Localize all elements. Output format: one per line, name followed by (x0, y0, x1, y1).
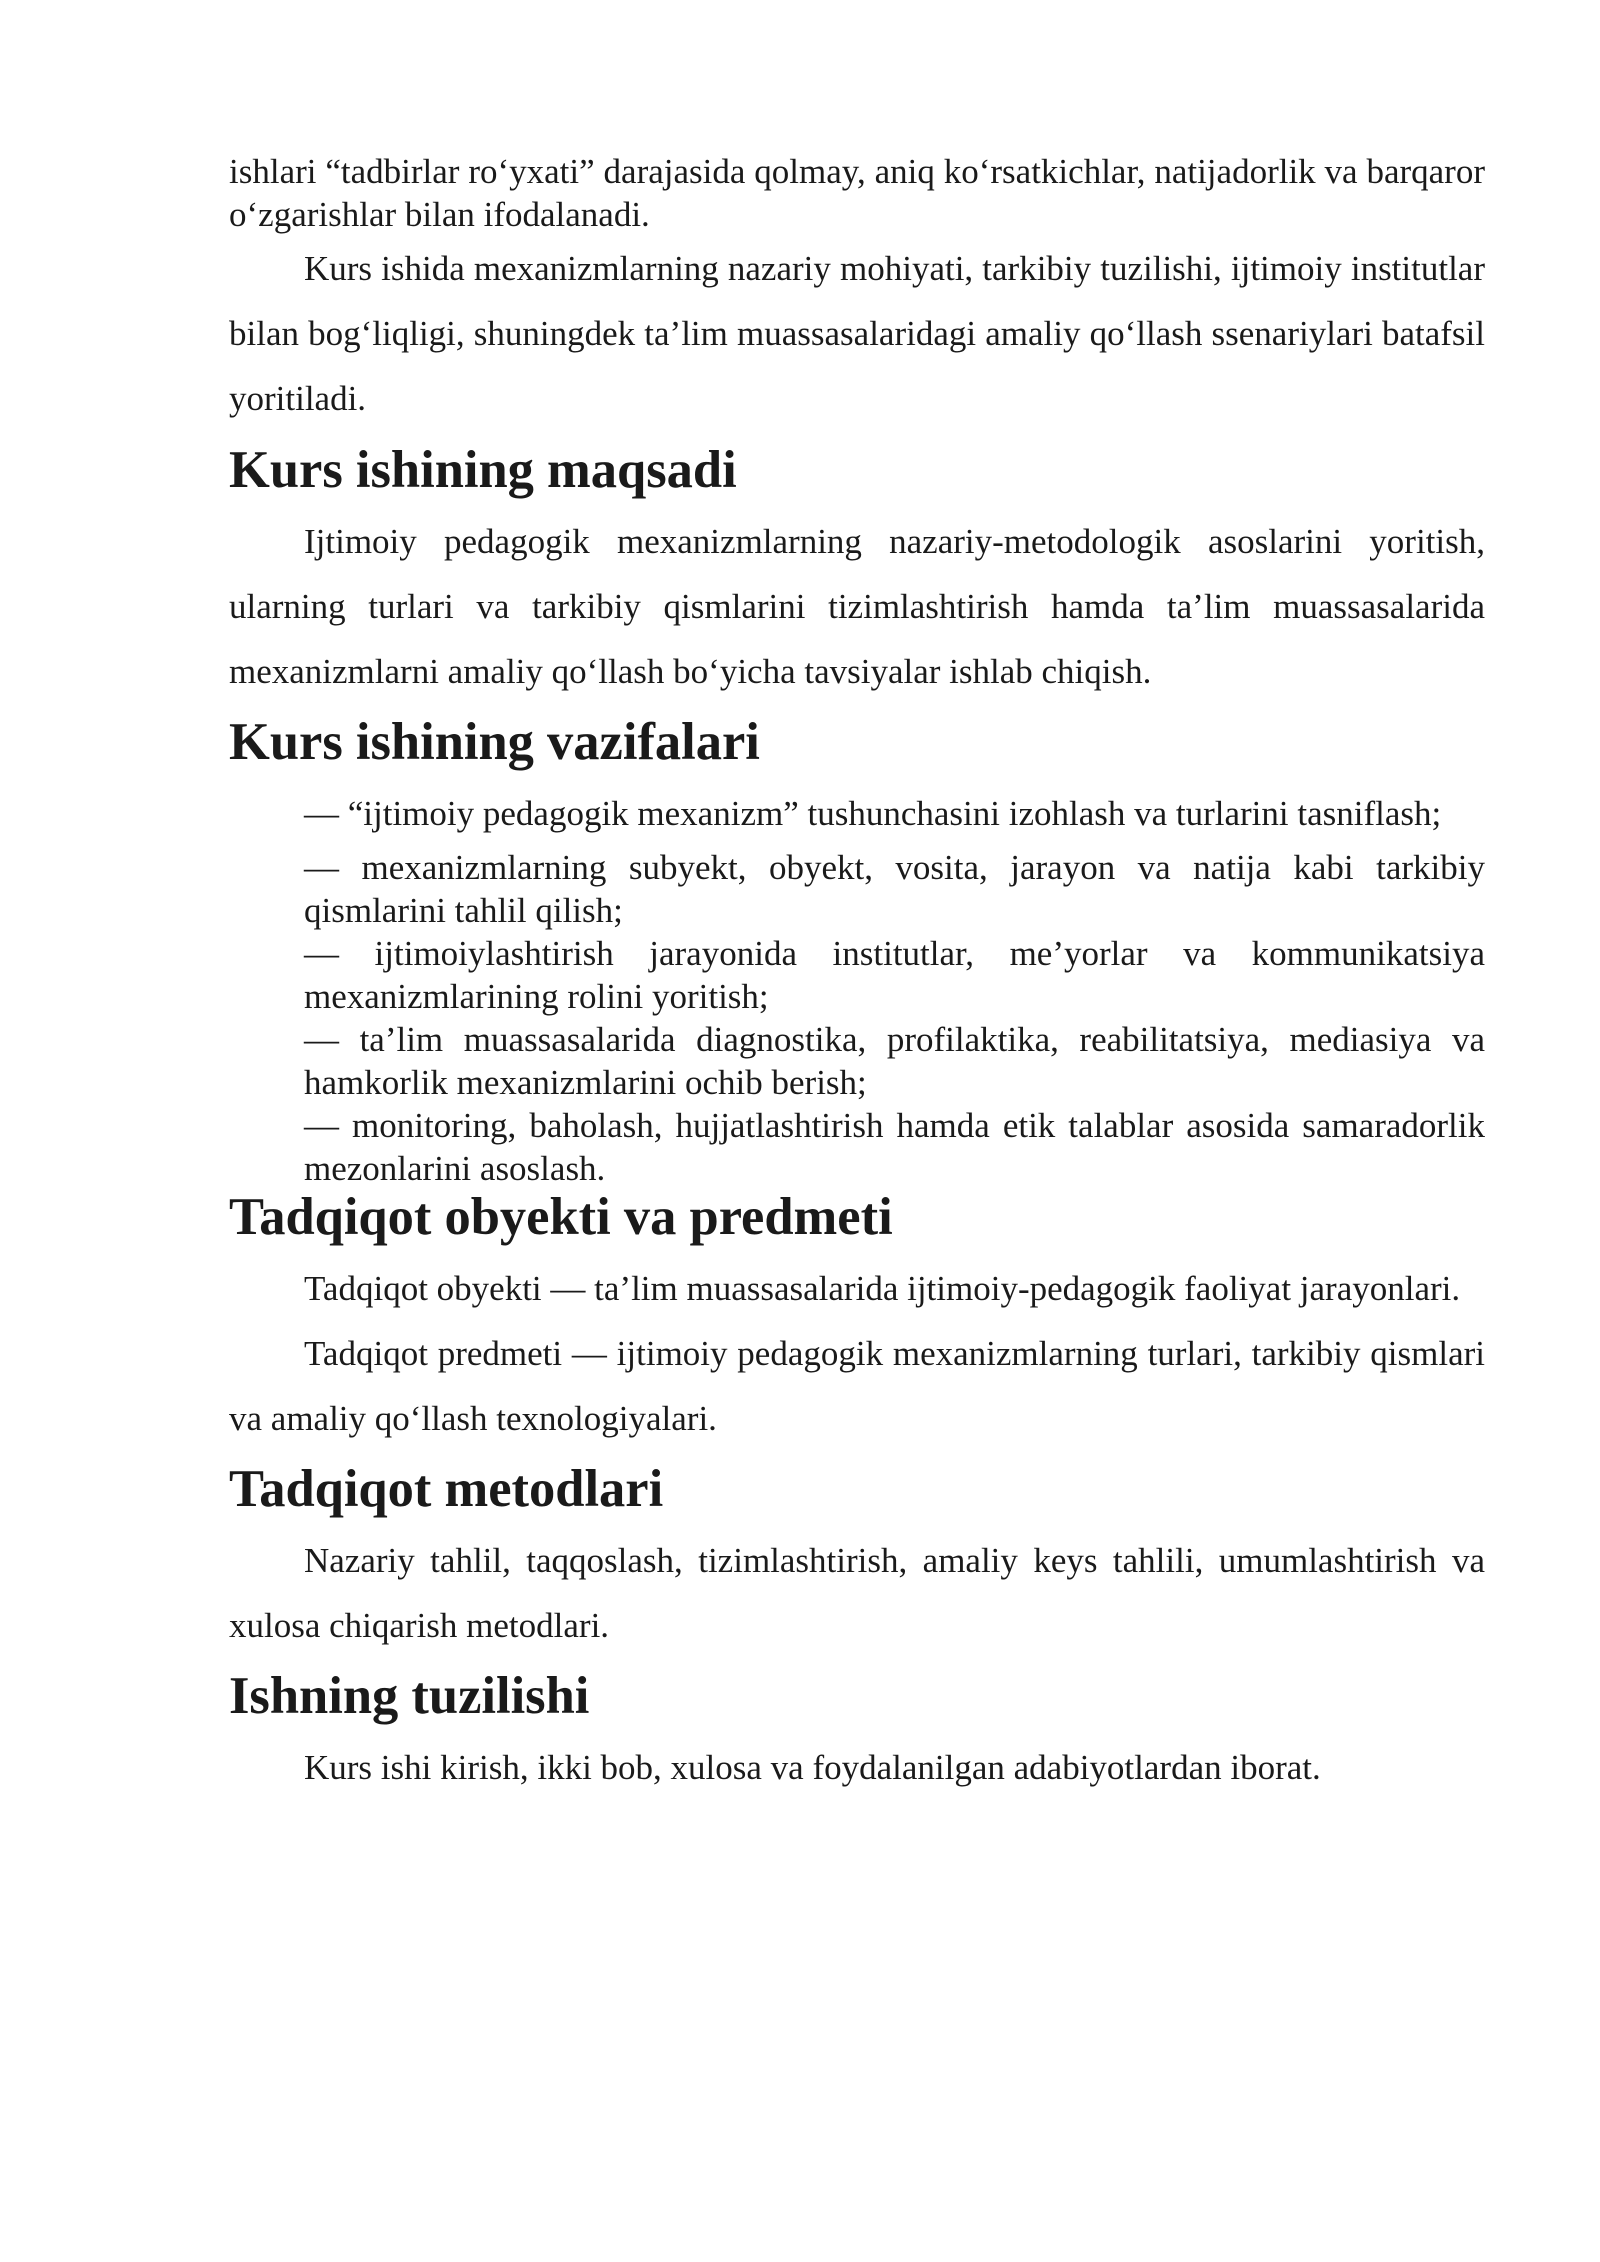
paragraph-structure: Kurs ishi kirish, ikki bob, xulosa va foydalanilgan adabiyotlardan iborat. (304, 1748, 1321, 1787)
heading-goal: Kurs ishining maqsadi (229, 441, 737, 499)
list-item: — mexanizmlarning subyekt, obyekt, vosita, jarayon va natija kabi tarkibiy qismlarini tahlil qilish; (304, 848, 1485, 930)
paragraph-goal: Ijtimoiy pedagogik mexanizmlarning nazariy-metodologik asoslarini yoritish, ularning turlari va tarkibiy qismlarini tizimlashtirish hamda ta’lim muassasalarida mexanizmlarni amaliy qo‘llash bo‘yicha tavsiyalar ishlab chiqish. (229, 522, 1485, 691)
tasks-list (304, 781, 1485, 1190)
heading-object-subject: Tadqiqot obyekti va predmeti (229, 1188, 893, 1246)
heading-methods: Tadqiqot metodlari (229, 1460, 664, 1518)
paragraph-object: Tadqiqot obyekti — ta’lim muassasalarida ijtimoiy-pedagogik faoliyat jarayonlari. (304, 1269, 1461, 1308)
list-item: — ta’lim muassasalarida diagnostika, profilaktika, reabilitatsiya, mediasiya va hamkorlik mexanizmlarini ochib berish; (304, 1020, 1485, 1102)
heading-structure: Ishning tuzilishi (229, 1667, 590, 1725)
paragraph-intro-scope: Kurs ishida mexanizmlarning nazariy mohiyati, tarkibiy tuzilishi, ijtimoiy institutlar bilan bog‘liqligi, shuningdek ta’lim muassasalaridagi amaliy qo‘llash ssenariylari batafsil yoritiladi. (229, 249, 1485, 418)
list-item: — “ijtimoiy pedagogik mexanizm” tushunchasini izohlash va turlarini tasniflash; (304, 794, 1442, 833)
paragraph-intro-continuation: ishlari “tadbirlar ro‘yxati” darajasida qolmay, aniq ko‘rsatkichlar, natijadorlik va barqaror o‘zgarishlar bilan ifodalanadi. (229, 152, 1485, 234)
document-page (229, 150, 1485, 1800)
list-item: — monitoring, baholash, hujjatlashtirish hamda etik talablar asosida samaradorlik mezonlarini asoslash. (304, 1106, 1485, 1188)
list-item: — ijtimoiylashtirish jarayonida institutlar, me’yorlar va kommunikatsiya mexanizmlarining rolini yoritish; (304, 934, 1485, 1016)
paragraph-methods: Nazariy tahlil, taqqoslash, tizimlashtirish, amaliy keys tahlili, umumlashtirish va xulosa chiqarish metodlari. (229, 1541, 1485, 1645)
paragraph-subject: Tadqiqot predmeti — ijtimoiy pedagogik mexanizmlarning turlari, tarkibiy qismlari va amaliy qo‘llash texnologiyalari. (229, 1334, 1485, 1438)
heading-tasks: Kurs ishining vazifalari (229, 713, 760, 771)
